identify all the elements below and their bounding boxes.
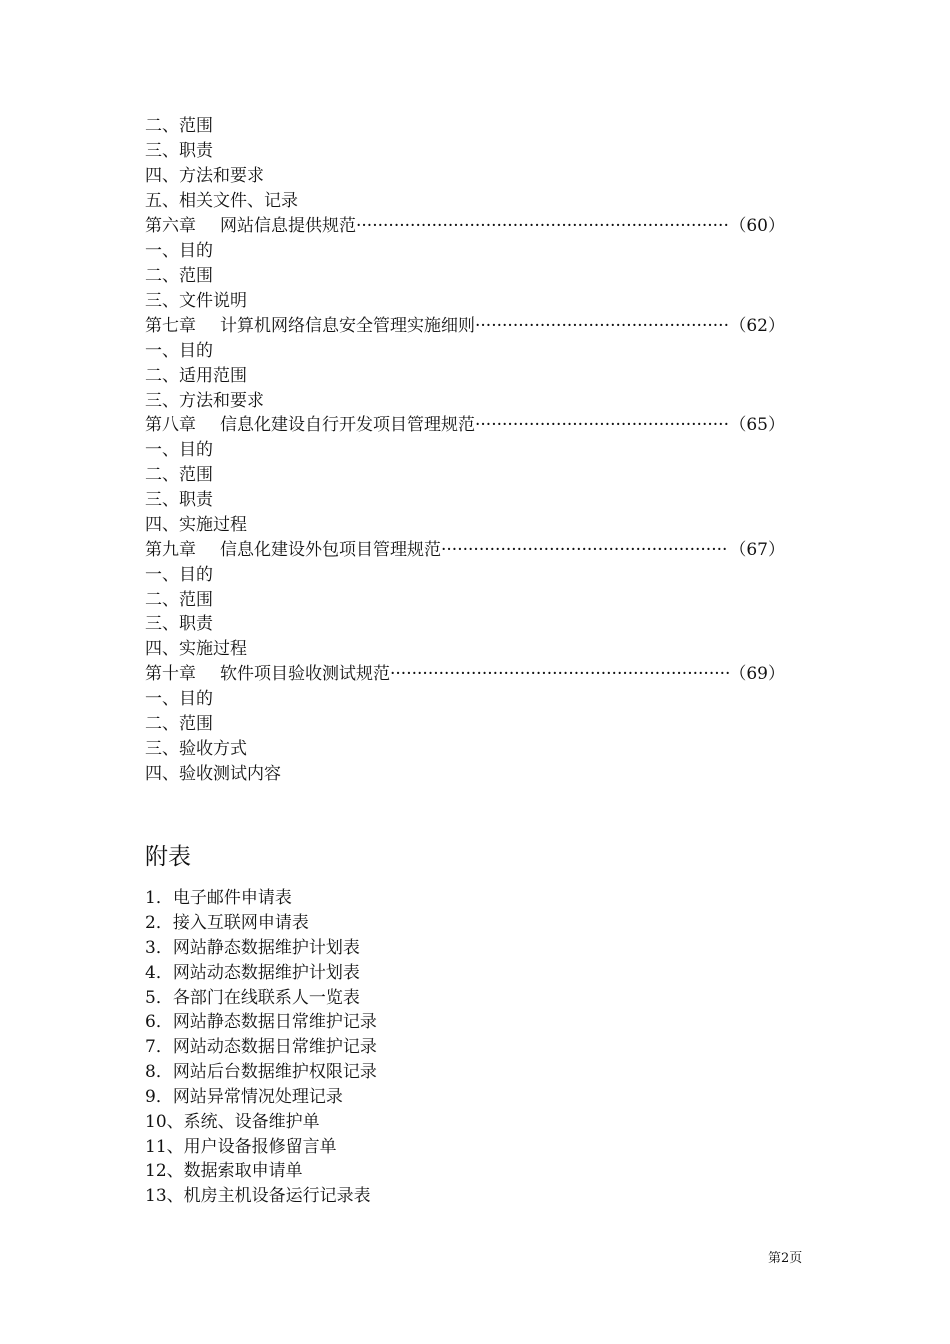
- chapter-page: （62）: [729, 316, 785, 336]
- appendix-item: 9．网站异常情况处理记录: [145, 1087, 343, 1107]
- chapter-page: （60）: [729, 216, 785, 236]
- chapter-page: （65）: [729, 415, 785, 435]
- chapter-number: 第九章: [145, 540, 196, 560]
- toc-chapter-10: [145, 662, 785, 686]
- toc-line: 一、目的: [145, 565, 213, 585]
- chapter-title: 信息化建设自行开发项目管理规范: [220, 415, 475, 435]
- chapter-number: 第七章: [145, 316, 196, 336]
- toc-line: 四、方法和要求: [145, 166, 264, 186]
- toc-chapter-9: [145, 538, 785, 562]
- toc-line: 三、职责: [145, 614, 213, 634]
- chapter-title: 网站信息提供规范: [220, 216, 356, 236]
- toc-line: 三、验收方式: [145, 739, 247, 759]
- toc-line: 四、验收测试内容: [145, 764, 281, 784]
- leader-dots: [390, 662, 729, 686]
- toc-line: 五、相关文件、记录: [145, 191, 298, 211]
- toc-line: 一、目的: [145, 440, 213, 460]
- toc-line: 二、适用范围: [145, 366, 247, 386]
- chapter-page: （67）: [729, 540, 785, 560]
- appendix-item: 2．接入互联网申请表: [145, 913, 309, 933]
- leader-dots: [356, 214, 729, 238]
- toc-chapter-6: [145, 214, 785, 238]
- toc-line: 一、目的: [145, 241, 213, 261]
- appendix-item: 1．电子邮件申请表: [145, 888, 292, 908]
- toc-line: 四、实施过程: [145, 515, 247, 535]
- appendix-item: 10、系统、设备维护单: [145, 1112, 320, 1132]
- chapter-number: 第八章: [145, 415, 196, 435]
- toc-line: 三、职责: [145, 490, 213, 510]
- appendix-item: 3．网站静态数据维护计划表: [145, 938, 360, 958]
- toc-line: 三、职责: [145, 141, 213, 161]
- appendix-item: 11、用户设备报修留言单: [145, 1137, 337, 1157]
- chapter-page: （69）: [729, 664, 785, 684]
- page-number: 第2页: [768, 1251, 803, 1266]
- chapter-title: 软件项目验收测试规范: [220, 664, 390, 684]
- leader-dots: [441, 538, 729, 562]
- toc-line: 四、实施过程: [145, 639, 247, 659]
- toc-line: 三、方法和要求: [145, 391, 264, 411]
- toc-chapter-8: [145, 413, 785, 437]
- appendix-item: 12、数据索取申请单: [145, 1161, 303, 1181]
- appendix-item: 6．网站静态数据日常维护记录: [145, 1012, 377, 1032]
- toc-line: 二、范围: [145, 116, 213, 136]
- appendix-item: 7．网站动态数据日常维护记录: [145, 1037, 377, 1057]
- toc-line: 二、范围: [145, 266, 213, 286]
- toc-line: 二、范围: [145, 714, 213, 734]
- chapter-title: 计算机网络信息安全管理实施细则: [220, 316, 475, 336]
- chapter-title: 信息化建设外包项目管理规范: [220, 540, 441, 560]
- chapter-number: 第十章: [145, 664, 196, 684]
- toc-line: 一、目的: [145, 341, 213, 361]
- leader-dots: [475, 314, 729, 338]
- appendix-item: 13、机房主机设备运行记录表: [145, 1186, 371, 1206]
- chapter-number: 第六章: [145, 216, 196, 236]
- toc-chapter-7: [145, 314, 785, 338]
- appendix-item: 4．网站动态数据维护计划表: [145, 963, 360, 983]
- appendix-item: 8．网站后台数据维护权限记录: [145, 1062, 377, 1082]
- toc-line: 三、文件说明: [145, 291, 247, 311]
- appendix-heading: 附表: [145, 844, 191, 870]
- toc-line: 二、范围: [145, 590, 213, 610]
- leader-dots: [475, 413, 729, 437]
- appendix-item: 5．各部门在线联系人一览表: [145, 988, 360, 1008]
- toc-line: 一、目的: [145, 689, 213, 709]
- toc-line: 二、范围: [145, 465, 213, 485]
